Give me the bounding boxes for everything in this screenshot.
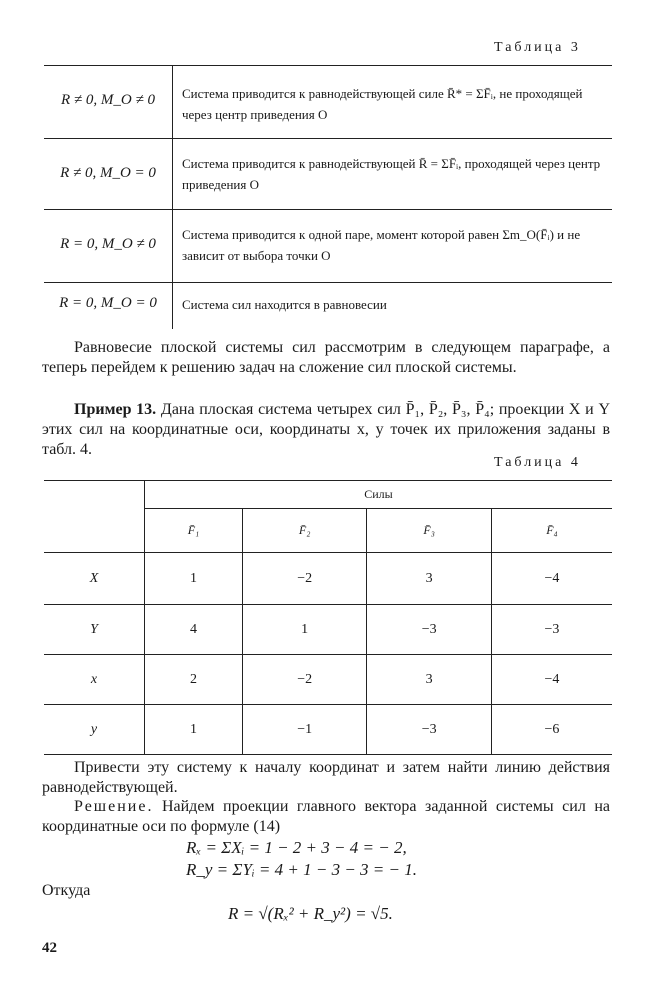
table3-row (44, 282, 612, 329)
table3-row (44, 138, 612, 209)
solution-text: Найдем проекции главного вектора заданной системы сил на координатные оси по формуле (14) (42, 798, 610, 835)
example-label: Пример 13. (74, 401, 157, 418)
table3-row (44, 209, 612, 282)
formula-ry: R_y = ΣYᵢ = 4 + 1 − 3 − 3 = − 1. (186, 860, 417, 879)
table4-cell: 3 (367, 655, 491, 705)
table4-col-header: F̄₁ (145, 509, 243, 553)
table4-cell: −2 (242, 655, 366, 705)
formula-r: R = √(Rₓ² + R_y²) = √5. (228, 904, 393, 923)
page-number: 42 (42, 940, 57, 956)
table4-cell: −3 (367, 705, 491, 755)
table-row (44, 705, 612, 755)
solution-label: Решение. (74, 798, 154, 815)
table4-cell: −3 (544, 621, 560, 637)
table4-caption: Таблица 4 (494, 455, 581, 470)
table4-cell: −3 (367, 605, 491, 655)
table4-cell: 4 (145, 605, 243, 655)
example-paragraph (42, 400, 610, 460)
table3-description: Система приводится к одной паре, момент которой равен Σm_O(F̄ᵢ) и не зависит от выбора точки O (182, 227, 581, 263)
table4-cell: 3 (367, 553, 491, 605)
table4-cell: −4 (544, 671, 560, 687)
table4-group-header: Силы (145, 481, 613, 509)
table4-cell: −4 (544, 570, 560, 586)
table4-col-header: F̄₄ (546, 523, 558, 537)
table4-col-header: F̄₂ (242, 509, 366, 553)
table4 (44, 480, 612, 755)
table4-cell: 1 (145, 553, 243, 605)
table3-row (44, 65, 612, 138)
task-paragraph: Привести эту систему к началу координат и затем найти линию действия равнодействующей. (42, 759, 610, 796)
table4-cell: −1 (242, 705, 366, 755)
table4-row-label: Y (44, 605, 145, 655)
table3-description: Система приводится к равнодействующей R̄ = ΣF̄ᵢ, проходящей через центр приведения O (182, 156, 601, 192)
table3 (44, 65, 612, 329)
formula-rx: Rₓ = ΣXᵢ = 1 − 2 + 3 − 4 = − 2, (186, 838, 407, 857)
whence-label: Откуда (42, 882, 91, 899)
table4-cell: 1 (145, 705, 243, 755)
paragraph-intro: Равновесие плоской системы сил рассмотрим в следующем параграфе, а теперь перейдем к решению задач на сложение сил плоской системы. (42, 339, 610, 376)
example-text: Дана плоская система четырех сил P̄₁, P̄₂, P̄₃, P̄₄; проекции X и Y этих сил на координатные оси, координаты x, y точек их приложения заданы в табл. 4. (42, 401, 610, 458)
table-row (44, 553, 612, 605)
table3-condition: R ≠ 0, M_O ≠ 0 (61, 92, 155, 108)
table3-description: Система сил находится в равновесии (182, 297, 387, 312)
table4-cell: 2 (145, 655, 243, 705)
table3-condition: R = 0, M_O = 0 (59, 295, 157, 311)
table4-row-label: X (44, 553, 145, 605)
solution-paragraph (42, 797, 610, 837)
table4-cell: −2 (242, 553, 366, 605)
table4-corner (44, 481, 145, 553)
table3-description: Система приводится к равнодействующей силе R̄* = ΣF̄ᵢ, не проходящей через центр приведения O (182, 86, 583, 122)
table4-row-label: x (44, 655, 145, 705)
table3-caption: Таблица 3 (494, 40, 581, 55)
table-row (44, 605, 612, 655)
table3-condition: R ≠ 0, M_O = 0 (60, 165, 156, 181)
table3-condition: R = 0, M_O ≠ 0 (60, 236, 156, 252)
table4-row-label: y (44, 705, 145, 755)
table4-cell: −6 (544, 721, 560, 737)
table4-cell: 1 (242, 605, 366, 655)
table-row (44, 655, 612, 705)
table4-col-header: F̄₃ (367, 509, 491, 553)
